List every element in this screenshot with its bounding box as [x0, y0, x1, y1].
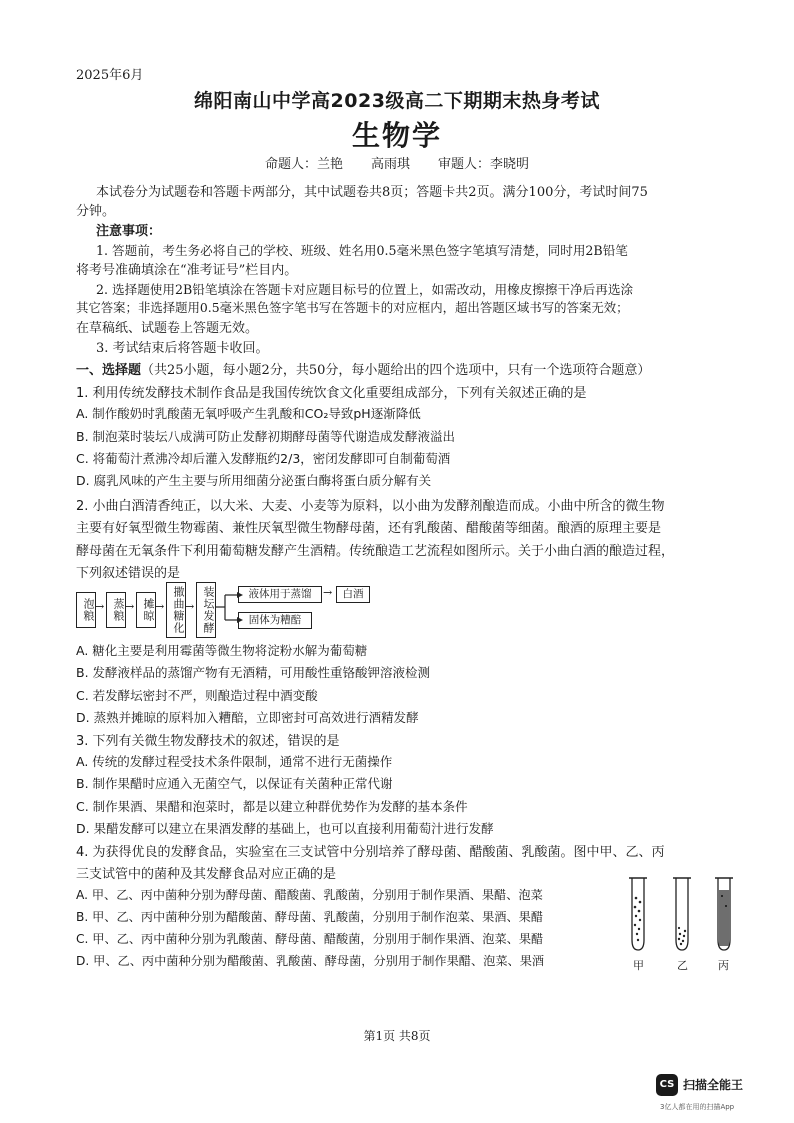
q2-option-d: D. 蒸熟并摊晾的原料加入糟醅，立即密封可高效进行酒精发酵 — [76, 710, 419, 725]
notes-heading: 注意事项： — [96, 224, 162, 239]
authors-line — [0, 153, 794, 172]
tube-label-bing: 丙 — [718, 959, 729, 972]
q4-line-1: 4. 为获得优良的发酵食品，实验室在三支试管中分别培养了酵母菌、醋酸菌、乳酸菌。图中甲、乙、丙 — [76, 845, 665, 860]
q4-line-2: 三支试管中的菌种及其发酵食品对应正确的是 — [76, 867, 337, 882]
q1-option-c: C. 将葡萄汁煮沸冷却后灌入发酵瓶约2/3，密闭发酵即可自制葡萄酒 — [76, 451, 451, 466]
intro-line-1: 本试卷分为试题卷和答题卡两部分，其中试题卷共8页；答题卡共2页。满分100分，考试时间75 — [96, 185, 648, 200]
flow-arrow-2: → — [125, 600, 135, 613]
q3-option-c: C. 制作果酒、果醋和泡菜时，都是以建立种群优势作为发酵的基本条件 — [76, 799, 468, 814]
intro-line-2: 分钟。 — [76, 204, 116, 219]
note-2c: 在草稿纸、试题卷上答题无效。 — [76, 321, 259, 336]
flow-arrow-3: → — [155, 600, 165, 613]
flow-step-5: 装坛发酵 — [196, 582, 216, 638]
flow-output-liquor: 白酒 — [336, 586, 370, 603]
tube-bing — [715, 878, 733, 950]
subject-title: 生物学 — [351, 119, 442, 152]
q2-option-b: B. 发酵液样品的蒸馏产物有无酒精，可用酸性重铬酸钾溶液检测 — [76, 665, 431, 680]
q1-option-d: D. 腐乳风味的产生主要与所用细菌分泌蛋白酶将蛋白质分解有关 — [76, 473, 432, 488]
q3-option-a: A. 传统的发酵过程受技术条件限制，通常不进行无菌操作 — [76, 754, 393, 769]
q2-line-2: 主要有好氧型微生物霉菌、兼性厌氧型微生物酵母菌，还有乳酸菌、醋酸菌等细菌。酿酒的原理主要是 — [76, 521, 662, 536]
section-label: 一、选择题 — [76, 363, 142, 378]
q2-option-a: A. 糖化主要是利用霉菌等微生物将淀粉水解为葡萄糖 — [76, 643, 368, 658]
q2-line-1: 2. 小曲白酒清香纯正，以大米、大麦、小麦等为原料，以小曲为发酵剂酿造而成。小曲中所含的微生物 — [76, 499, 665, 514]
section-heading — [76, 359, 650, 378]
flow-arrow-1: → — [95, 600, 105, 613]
note-2a: 2. 选择题使用2B铅笔填涂在答题卡对应题目标号的位置上，如需改动，用橡皮擦擦干净后再选涂 — [96, 282, 634, 297]
q1-option-b: B. 制泡菜时装坛八成满可防止发酵初期酵母菌等代谢造成发酵液溢出 — [76, 429, 456, 444]
setter-2: 高雨琪 — [370, 157, 410, 172]
tube-yi — [673, 878, 691, 950]
flow-arrow-4: → — [185, 600, 195, 613]
note-3: 3. 考试结束后将答题卡收回。 — [96, 341, 269, 356]
note-1b: 将考号准确填涂在“准考证号”栏目内。 — [76, 263, 298, 278]
flow-arrow-5: → — [323, 586, 333, 599]
flow-output-solid: 固体为糟醅 — [238, 612, 312, 629]
setter-1: 命题人：兰艳 — [264, 157, 343, 172]
q2-option-c: C. 若发酵坛密封不严，则酿造过程中酒变酸 — [76, 688, 318, 703]
camscanner-logo-icon: CS — [656, 1074, 678, 1096]
test-tubes-figure — [624, 876, 744, 956]
tube-jia — [629, 878, 647, 950]
tube-label-yi: 乙 — [677, 959, 688, 972]
scanner-app-tagline: 3亿人都在用的扫描App — [660, 1103, 735, 1111]
q3-option-b: B. 制作果醋时应通入无菌空气，以保证有关菌种正常代谢 — [76, 776, 393, 791]
section-rest: （共25小题，每小题2分，共50分，每小题给出的四个选项中，只有一个选项符合题意） — [141, 363, 651, 378]
tube-label-jia: 甲 — [633, 959, 644, 972]
scanner-app-name: 扫描全能王 — [683, 1078, 744, 1092]
q4-option-a: A. 甲、乙、丙中菌种分别为酵母菌、醋酸菌、乳酸菌，分别用于制作果酒、果醋、泡菜 — [76, 888, 543, 902]
flow-step-4: 撒曲糖化 — [166, 582, 186, 638]
note-2b: 其它答案；非选择题用0.5毫米黑色签字笔书写在答题卡的对应框内，超出答题区域书写的答案无效； — [76, 300, 629, 315]
flow-output-liquid: 液体用于蒸馏 — [238, 586, 322, 603]
q1-stem: 1. 利用传统发酵技术制作食品是我国传统饮食文化重要组成部分，下列有关叙述正确的是 — [76, 386, 587, 401]
reviewer: 审题人：李晓明 — [438, 157, 530, 172]
q4-option-d: D. 甲、乙、丙中菌种分别为醋酸菌、乳酸菌、酵母菌，分别用于制作果醋、泡菜、果酒 — [76, 954, 545, 968]
flow-step-1: 泡粮 — [76, 592, 96, 628]
q3-stem: 3. 下列有关微生物发酵技术的叙述，错误的是 — [76, 734, 340, 749]
q4-option-c: C. 甲、乙、丙中菌种分别为乳酸菌、酵母菌、醋酸菌，分别用于制作果酒、泡菜、果醋 — [76, 932, 544, 946]
flow-step-3: 摊晾 — [136, 592, 156, 628]
exam-title: 绵阳南山中学高2023级高二下期期末热身考试 — [194, 90, 600, 112]
q1-option-a: A. 制作酸奶时乳酸菌无氧呼吸产生乳酸和CO₂导致pH逐渐降低 — [76, 406, 421, 421]
flow-step-2: 蒸粮 — [106, 592, 126, 628]
note-1a: 1. 答题前，考生务必将自己的学校、班级、姓名用0.5毫米黑色签字笔填写清楚，同时用2B铅笔 — [96, 243, 628, 258]
page-date: 2025年6月 — [76, 68, 144, 83]
q4-option-b: B. 甲、乙、丙中菌种分别为醋酸菌、酵母菌、乳酸菌，分别用于制作泡菜、果酒、果醋 — [76, 910, 544, 924]
q3-option-d: D. 果醋发酵可以建立在果酒发酵的基础上，也可以直接利用葡萄汁进行发酵 — [76, 821, 494, 836]
q2-line-4: 下列叙述错误的是 — [76, 566, 181, 581]
q2-line-3: 酵母菌在无氧条件下利用葡萄糖发酵产生酒精。传统酿造工艺流程如图所示。关于小曲白酒的酿造过程， — [76, 544, 675, 559]
page-footer: 第1页 共8页 — [363, 1029, 431, 1043]
